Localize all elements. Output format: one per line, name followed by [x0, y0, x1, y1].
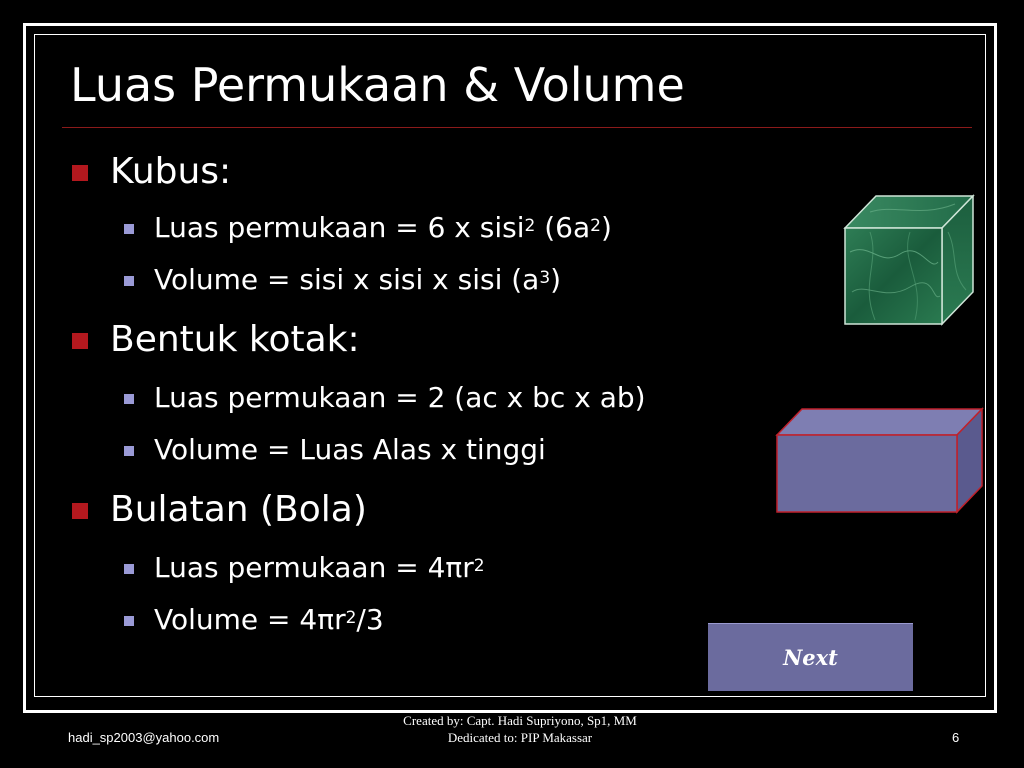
small-square-bullet-icon — [124, 564, 134, 574]
red-square-bullet-icon — [72, 333, 88, 349]
purple-box-icon — [774, 406, 986, 516]
red-square-bullet-icon — [72, 165, 88, 181]
item-text: Volume = $4\pi r^2/3$ — [154, 603, 384, 636]
item-text: Luas permukaan = 2 (ac x bc x ab) — [154, 381, 646, 414]
footer-dedicated-to: Dedicated to: PIP Makassar — [447, 730, 593, 745]
heading-text: Bulatan (Bola) — [110, 489, 367, 530]
green-marble-cube-icon — [840, 192, 980, 330]
footer-created-by: Created by: Capt. Hadi Supriyono, Sp1, MM — [403, 713, 637, 728]
next-button[interactable] — [708, 623, 913, 691]
small-square-bullet-icon — [124, 446, 134, 456]
small-square-bullet-icon — [124, 276, 134, 286]
item-text: Volume = sisi x sisi x sisi $(a^3)$ — [154, 263, 562, 296]
heading-text: Bentuk kotak: — [110, 319, 360, 360]
footer-credits — [300, 712, 740, 746]
footer-email: hadi_sp2003@yahoo.com — [68, 730, 220, 745]
item-text: Luas permukaan = 6 x sisi$^2$ $(6a^2)$ — [154, 211, 612, 244]
small-square-bullet-icon — [124, 394, 134, 404]
red-square-bullet-icon — [72, 503, 88, 519]
next-button-label: Next — [783, 645, 838, 670]
slide-number: 6 — [952, 730, 960, 745]
slide-frame-inner — [34, 34, 986, 697]
small-square-bullet-icon — [124, 224, 134, 234]
heading-text: Kubus: — [110, 151, 232, 192]
title-divider — [62, 127, 972, 128]
item-text: Volume = Luas Alas x tinggi — [154, 433, 546, 466]
slide-title: Luas Permukaan & Volume — [70, 58, 685, 112]
item-text: Luas permukaan = $4\pi r^2$ — [154, 551, 485, 584]
small-square-bullet-icon — [124, 616, 134, 626]
